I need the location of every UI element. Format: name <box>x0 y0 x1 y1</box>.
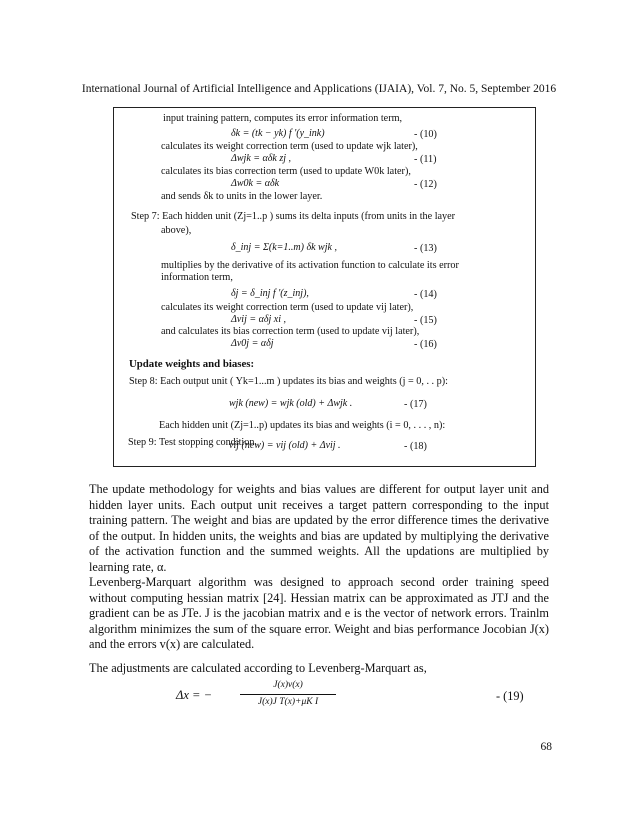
equation-number: - (13) <box>414 243 437 254</box>
algo-line: Each hidden unit (Zj=1..p) updates its bias and weights (i = 0, . . . , n): <box>159 420 446 431</box>
step-7: Step 7: Each hidden unit (Zj=1..p ) sums its delta inputs (from units in the layer <box>131 211 456 222</box>
equation-number: - (18) <box>404 441 427 452</box>
equation-number: - (16) <box>414 339 437 350</box>
algo-line: calculates its weight correction term (used to update wjk later), <box>161 141 418 152</box>
equation-number: - (11) <box>414 154 437 165</box>
running-header: International Journal of Artificial Intelligence and Applications (IJAIA), Vol. 7, No. 5, September 2016 <box>81 83 557 95</box>
formula-denominator: J(x)J T(x)+μK I <box>257 697 319 707</box>
formula-lhs: Δx = − <box>176 688 213 702</box>
equation-13: δ_inj = Σ(k=1..m) δk wjk , <box>231 242 337 253</box>
algo-line: and calculates its bias correction term (used to update vij later), <box>161 326 420 337</box>
equation-number: - (14) <box>414 289 437 300</box>
algo-line: calculates its weight correction term (used to update vij later), <box>161 302 414 313</box>
algorithm-figure <box>113 107 536 467</box>
equation-10: δk = (tk − yk) f '(y_ink) <box>231 128 325 139</box>
equation-number: - (17) <box>404 399 427 410</box>
algo-line: information term, <box>161 272 233 283</box>
algo-line: and sends δk to units in the lower layer. <box>161 191 323 202</box>
equation-11: Δwjk = αδk zj , <box>231 153 292 164</box>
equation-15: Δvij = αδj xi , <box>231 314 287 325</box>
equation-number: - (19) <box>496 689 524 703</box>
equation-number: - (15) <box>414 315 437 326</box>
equation-12: Δw0k = αδk <box>231 178 280 189</box>
equation-number: - (10) <box>414 129 437 140</box>
equation-18: vij (new) = vij (old) + Δvij . <box>229 440 341 451</box>
algo-line: above), <box>161 225 192 236</box>
equation-number: - (12) <box>414 179 437 190</box>
fraction-bar <box>240 694 336 695</box>
algo-line: input training pattern, computes its error information term, <box>163 113 403 124</box>
paragraph-update-methodology: The update methodology for weights and bias values are different for output layer unit and hidden layer units. Each output unit receives a target pattern corresponding to the input training pattern. The weight and bias are updated by the error difference times the derivative of the output. In hidden units, the weights and bias are updated by multiplying the derivative of the activation function and the summed weights. All the updations are multiplied by learning rate, α. <box>89 482 549 574</box>
step-9: Step 9: Test stopping condition. <box>128 437 257 448</box>
step-8: Step 8: Each output unit ( Yk=1...m ) updates its bias and weights (j = 0, . . p): <box>129 376 448 387</box>
algo-line: calculates its bias correction term (used to update W0k later), <box>161 166 411 177</box>
formula-numerator: J(x)v(x) <box>273 680 303 690</box>
update-heading: Update weights and biases: <box>129 358 255 370</box>
equation-14: δj = δ_inj f '(z_inj), <box>231 288 309 299</box>
paragraph-adjustments: The adjustments are calculated according to Levenberg-Marquart as, <box>89 661 427 675</box>
equation-17: wjk (new) = wjk (old) + Δwjk . <box>229 398 353 409</box>
paragraph-levenberg-marquart: Levenberg-Marquart algorithm was designed to approach second order training speed without computing hessian matrix [24]. Hessian matrix can be approximated as JTJ and the gradient can be as JTe. J is the jacobian matrix and e is the vector of network errors. Trainlm algorithm minimizes the sum of the square error. Weight and bias performance Jocobian J(x) and the errors v(x) are calculated. <box>89 575 549 652</box>
algo-line: multiplies by the derivative of its activation function to calculate its error <box>161 260 459 271</box>
page-number: 68 <box>540 741 552 753</box>
equation-16: Δv0j = αδj <box>231 338 274 349</box>
